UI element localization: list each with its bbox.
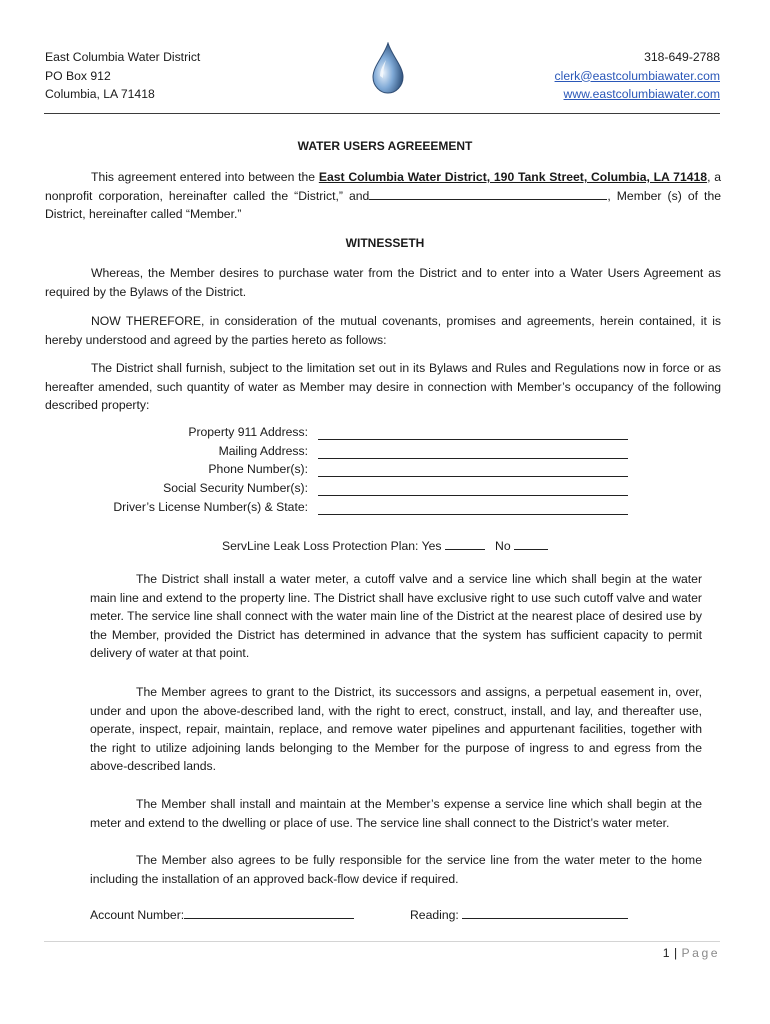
witnesseth-heading: WITNESSETH: [345, 236, 425, 250]
servline-yes-blank[interactable]: [445, 537, 485, 550]
mailing-address-field[interactable]: [318, 458, 628, 459]
servline-no-label: No: [495, 539, 511, 553]
reading-row: [410, 906, 628, 922]
page-word: Page: [681, 946, 720, 960]
ssn-label: Social Security Number(s):: [163, 481, 308, 495]
easement-paragraph: The Member agrees to grant to the District, its successors and assigns, a perpetual easement in, over, under and upon the above-described land, with the right to erect, construct, install, and lay, and thereafter use, operate, inspect, repair, maintain, replace, and remove water pipelines and appurtenant facilities, together with the right to utilize adjoining lands belonging to the Member for the purpose of ingress to and egress from the above-described lands.: [90, 685, 702, 774]
phone-field[interactable]: [318, 476, 628, 477]
water-drop-icon: [370, 42, 406, 94]
account-number-label: Account Number:: [90, 908, 185, 922]
meter-paragraph: The District shall install a water meter, a cutoff valve and a service line which shall begin at the water main line and extend to the property line. The District shall have exclusive right to use such cutoff valve and water meter. The service line shall connect with the water main line of the District at the nearest place of desired use by the Member, provided the District has determined in advance that the system has sufficient capacity to permit delivery of water at that point.: [90, 572, 702, 661]
intro-text-a: This agreement entered into between the: [91, 170, 319, 184]
drivers-license-field[interactable]: [318, 514, 628, 515]
servline-row: [0, 537, 770, 553]
page-separator: |: [670, 946, 682, 960]
account-number-field[interactable]: [184, 906, 354, 919]
phone-label: Phone Number(s):: [208, 462, 308, 476]
now-therefore-paragraph: NOW THEREFORE, in consideration of the mutual covenants, promises and agreements, herein contained, it is hereby understood and agreed by the parties hereto as follows:: [45, 314, 721, 347]
district-address: East Columbia Water District, 190 Tank Street, Columbia, LA 71418: [318, 170, 708, 184]
property-address-field[interactable]: [318, 439, 628, 440]
intro-paragraph: [45, 168, 721, 224]
whereas-paragraph: Whereas, the Member desires to purchase water from the District and to enter into a Water Users Agreement as required by the Bylaws of the District.: [45, 266, 721, 299]
member-name-blank[interactable]: [369, 187, 607, 200]
header-divider: [44, 113, 720, 114]
ssn-field[interactable]: [318, 495, 628, 496]
city-state: Columbia, LA 71418: [45, 87, 155, 101]
reading-label: Reading:: [410, 908, 463, 922]
email-link[interactable]: clerk@eastcolumbiawater.com: [554, 68, 720, 83]
contact-block: [555, 48, 720, 104]
ssn-row: [0, 481, 770, 499]
responsible-paragraph: The Member also agrees to be fully responsible for the service line from the water meter to the home including the installation of an approved back-flow device if required.: [90, 853, 702, 886]
account-number-row: [90, 906, 354, 922]
servline-label: ServLine Leak Loss Protection Plan: Yes: [221, 539, 442, 553]
page-footer: [663, 946, 720, 960]
org-address-block: [45, 48, 200, 104]
servline-no-blank[interactable]: [514, 537, 548, 550]
property-address-row: [0, 425, 770, 443]
reading-field[interactable]: [462, 906, 628, 919]
mailing-address-row: [0, 444, 770, 462]
phone-row: [0, 462, 770, 480]
document-title: WATER USERS AGREEEMENT: [297, 139, 473, 153]
intro-text-b: , a nonprofit corporation, hereinafter called the “District,” and: [45, 170, 721, 203]
furnish-paragraph: The District shall furnish, subject to the limitation set out in its Bylaws and Rules and Regulations now in force or as hereafter amended, such quantity of water as Member may desire in connection with Member’s occupancy of the following described property:: [45, 361, 721, 413]
property-address-label: Property 911 Address:: [188, 425, 308, 439]
website-link[interactable]: www.eastcolumbiawater.com: [563, 87, 720, 101]
po-box: PO Box 912: [45, 68, 111, 83]
drivers-license-row: [0, 500, 770, 518]
phone-number: 318-649-2788: [644, 50, 720, 64]
install-paragraph: The Member shall install and maintain at the Member’s expense a service line which shall begin at the meter and extend to the dwelling or place of use. The service line shall connect to the District’s water meter.: [90, 797, 702, 830]
org-name: East Columbia Water District: [45, 50, 201, 64]
page-number: 1: [662, 946, 671, 960]
footer-divider: [44, 941, 720, 942]
drivers-license-label: Driver’s License Number(s) & State:: [113, 500, 308, 514]
intro-text-c: , Member (s) of the District, hereinafter called “Member.”: [45, 188, 721, 222]
mailing-address-label: Mailing Address:: [218, 444, 308, 458]
